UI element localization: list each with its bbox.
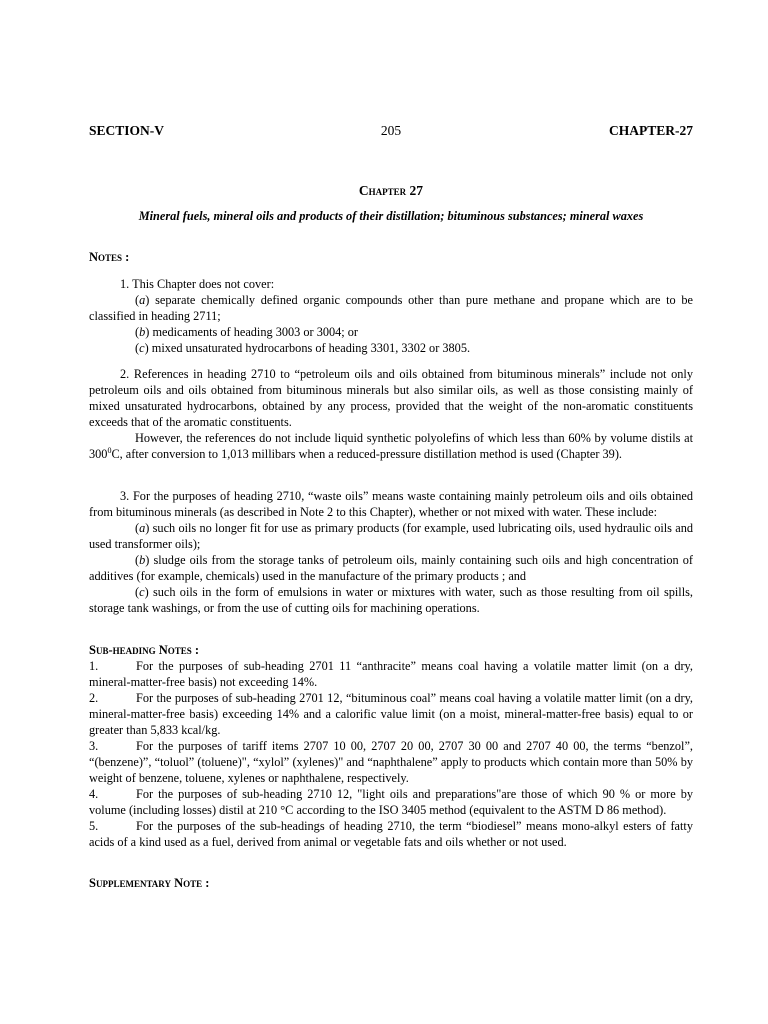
item-letter: a <box>139 293 146 307</box>
item-text: For the purposes of sub-heading 2701 12, “bituminous coal” means coal having a volatile matter limit (on a dry, mineral-matter-free basis) exceeding 14% and a calorific value limit (on a moist, mineral-matter-free basis) equal to or greater than 5,833 kcal/kg. <box>89 691 693 737</box>
list-item <box>89 786 693 818</box>
item-text: For the purposes of the sub-headings of heading 2710, the term “biodiesel” means mono-alkyl esters of fatty acids of a kind used as a fuel, derived from animal or vegetable fats and oils whether or not used. <box>89 819 693 849</box>
degree-superscript: 0 <box>107 445 112 455</box>
item-letter: b <box>139 325 146 339</box>
item-number: 2. <box>89 691 99 705</box>
note-3-item-c: (c) such oils in the form of emulsions in water or mixtures with water, such as those resulting from oil spills, storage tank washings, or from the use of cutting oils for machining operations. <box>89 585 693 615</box>
list-item <box>89 738 693 786</box>
item-text: such oils in the form of emulsions in water or mixtures with water, such as those resulting from oil spills, storage tank washings, or from the use of cutting oils for machining operations. <box>89 585 693 615</box>
item-text: For the purposes of tariff items 2707 10 00, 2707 20 00, 2707 30 00 and 2707 40 00, the terms “benzol”, “(benzene)”, “toluol” (toluene)", “xylol” (xylenes)" and “naphthalene” apply to products which contain more than 50% by weight of benzene, toluene, xylenes or naphthalene, respectively. <box>89 739 693 785</box>
list-item <box>89 818 693 850</box>
item-text: For the purposes of sub-heading 2710 12, "light oils and preparations"are those of which 90 % or more by volume (including losses) distil at 210 °C according to the ISO 3405 method (equivalent to the ASTM D 86 method). <box>89 787 693 817</box>
list-item <box>89 690 693 738</box>
note-1-item-b: (b) medicaments of heading 3003 or 3004; or <box>135 325 359 339</box>
item-text: such oils no longer fit for use as primary products (for example, used lubricating oils, used hydraulic oils and used transformer oils); <box>89 521 693 551</box>
subheading-notes-heading: Sub-heading Notes : <box>89 643 200 657</box>
item-text: sludge oils from the storage tanks of petroleum oils, mainly containing such oils and high concentration of additives (for example, chemicals) used in the manufacture of the primary products ; and <box>89 553 693 583</box>
note-2 <box>89 366 693 462</box>
note-3-item-a: (a) such oils no longer fit for use as primary products (for example, used lubricating oils, used hydraulic oils and used transformer oils); <box>89 521 693 551</box>
note-3 <box>89 488 693 616</box>
note-3-intro: 3. For the purposes of heading 2710, “waste oils” means waste containing mainly petroleum oils and oils obtained from bituminous minerals (as described in Note 2 to this Chapter), whether or not mixed with water. These include: <box>89 489 693 519</box>
note-2-text-b: C, after conversion to 1,013 millibars when a reduced-pressure distillation method is used (Chapter 39). <box>111 447 622 461</box>
note-2-paragraph-2 <box>89 430 693 462</box>
item-letter: c <box>139 585 145 599</box>
page-header <box>89 123 693 141</box>
list-item <box>89 658 693 690</box>
item-text: For the purposes of sub-heading 2701 11 “anthracite” means coal having a volatile matter limit (on a dry, mineral-matter-free basis) not exceeding 14%. <box>89 659 693 689</box>
note-1-item-c: (c) mixed unsaturated hydrocarbons of heading 3301, 3302 or 3805. <box>135 341 471 355</box>
chapter-label: CHAPTER-27 <box>609 123 693 138</box>
item-number: 4. <box>89 787 99 801</box>
item-number: 3. <box>89 739 99 753</box>
chapter-title: Chapter 27 <box>358 183 424 198</box>
item-letter: a <box>139 521 146 535</box>
chapter-subtitle: Mineral fuels, mineral oils and products of their distillation; bituminous substances; mineral waxes <box>138 209 644 223</box>
item-letter: b <box>139 553 146 567</box>
item-number: 1. <box>89 659 99 673</box>
subheading-notes-list <box>89 658 693 850</box>
item-letter: c <box>139 341 145 355</box>
section-label: SECTION-V <box>89 123 165 138</box>
note-1-item-a: (a) separate chemically defined organic compounds other than pure methane and propane which are to be classified in heading 2711; <box>89 293 693 323</box>
supplementary-note-heading: Supplementary Note : <box>89 876 210 890</box>
item-text: separate chemically defined organic compounds other than pure methane and propane which are to be classified in heading 2711; <box>89 293 693 323</box>
item-text: medicaments of heading 3003 or 3004; or <box>149 325 359 339</box>
item-number: 5. <box>89 819 99 833</box>
note-2-text-a: However, the references do not include liquid synthetic polyolefins of which less than 60% by volume distils at 300 <box>89 431 693 461</box>
page-number: 205 <box>380 123 402 138</box>
notes-heading: Notes : <box>89 250 130 264</box>
note-3-item-b: (b) sludge oils from the storage tanks of petroleum oils, mainly containing such oils and high concentration of additives (for example, chemicals) used in the manufacture of the primary products ; and <box>89 553 693 583</box>
item-text: mixed unsaturated hydrocarbons of heading 3301, 3302 or 3805. <box>148 341 471 355</box>
note-1 <box>89 276 693 356</box>
note-2-paragraph-1: 2. References in heading 2710 to “petroleum oils and oils obtained from bituminous minerals” include not only petroleum oils and oils obtained from bituminous minerals but also similar oils, as well as those consisting mainly of mixed unsaturated hydrocarbons, obtained by any process, provided that the weight of the non-aromatic constituents exceeds that of the aromatic constituents. <box>89 367 693 429</box>
note-1-intro: 1. This Chapter does not cover: <box>120 277 275 291</box>
